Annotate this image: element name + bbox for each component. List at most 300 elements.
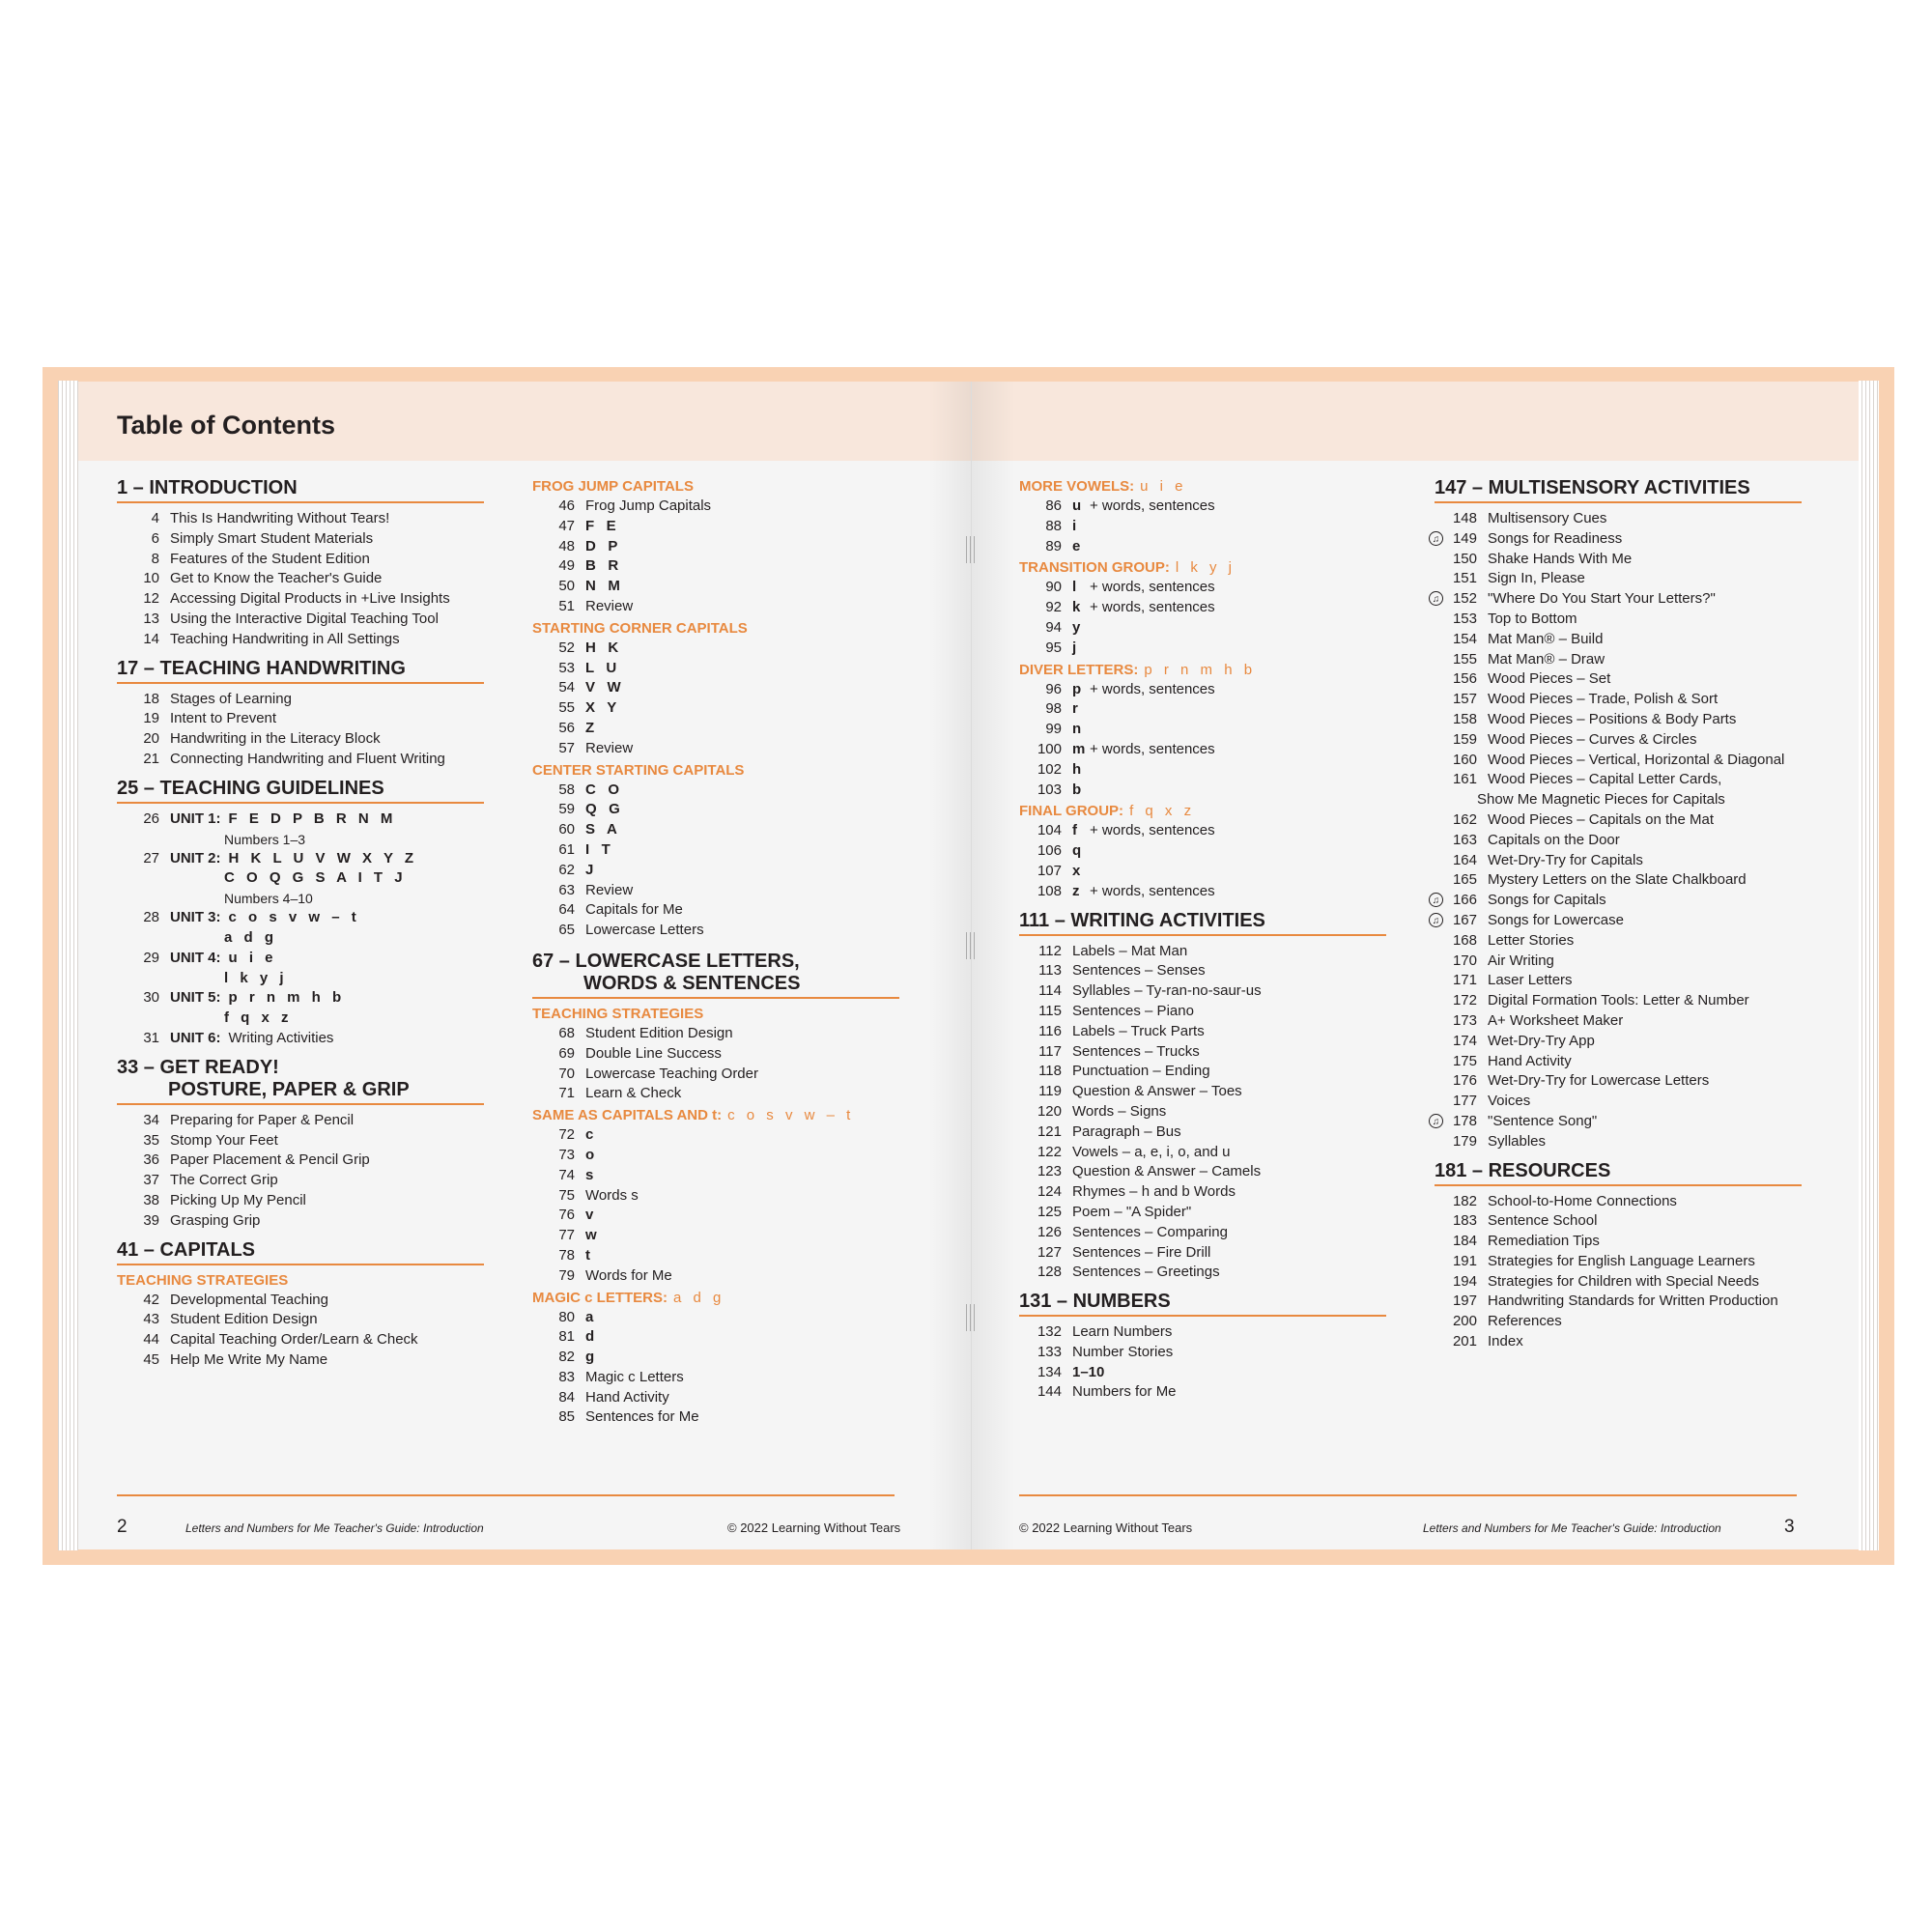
toc-entry[interactable] xyxy=(532,800,899,820)
entry-title: Accessing Digital Products in +Live Insights xyxy=(170,590,450,608)
subsection-heading: TRANSITION GROUP: l k y j xyxy=(1019,559,1236,577)
page-number: 179 xyxy=(1452,1132,1477,1150)
binding-mark xyxy=(966,932,976,959)
toc-entry[interactable] xyxy=(532,698,899,719)
entry-title: Words for Me xyxy=(585,1266,672,1284)
entry-title: Wood Pieces – Capitals on the Mat xyxy=(1488,810,1715,828)
toc-entry[interactable]: 30 UNIT 5: p r n m h b xyxy=(143,989,346,1007)
music-note-icon: ♫ xyxy=(1429,913,1443,927)
toc-entry[interactable] xyxy=(1435,810,1802,831)
toc-entry[interactable] xyxy=(1435,1192,1802,1212)
toc-entry[interactable] xyxy=(1435,751,1802,771)
toc-entry[interactable] xyxy=(1019,1243,1386,1264)
pages xyxy=(78,382,1859,1549)
page-number: 114 xyxy=(1038,982,1062,1000)
toc-entry[interactable] xyxy=(1435,952,1802,972)
entry-letter: u xyxy=(1072,497,1082,514)
entry-title: Songs for Lowercase xyxy=(1488,911,1624,928)
toc-entry[interactable] xyxy=(1435,831,1802,851)
toc-entry[interactable] xyxy=(1435,770,1802,790)
entry-title: Help Me Write My Name xyxy=(170,1350,328,1368)
entry-title: Songs for Capitals xyxy=(1488,892,1606,909)
page-number: 118 xyxy=(1038,1063,1062,1080)
entry-letter: h xyxy=(1072,760,1082,778)
toc-entry[interactable] xyxy=(117,509,484,529)
entry-title: This Is Handwriting Without Tears! xyxy=(170,510,390,526)
toc-entry[interactable] xyxy=(1019,1002,1386,1022)
entry-letter: p xyxy=(1072,680,1082,697)
toc-entry[interactable] xyxy=(532,556,899,577)
toc-entry[interactable] xyxy=(1435,1032,1802,1052)
page-number: 78 xyxy=(558,1246,575,1264)
toc-entry[interactable] xyxy=(1019,699,1386,720)
toc-entry[interactable]: 31 UNIT 6: Writing Activities xyxy=(143,1029,334,1046)
entry-letter: q xyxy=(1072,842,1082,860)
section-heading[interactable]: 181 – RESOURCES xyxy=(1435,1160,1802,1186)
page-number: 48 xyxy=(558,537,575,554)
toc-entry[interactable] xyxy=(117,1151,484,1171)
section-heading[interactable]: 17 – TEACHING HANDWRITING xyxy=(117,658,484,684)
page-number: 191 xyxy=(1452,1252,1477,1269)
toc-entry[interactable] xyxy=(1435,971,1802,991)
entry-title: Laser Letters xyxy=(1488,972,1573,989)
entry-title: Stomp Your Feet xyxy=(170,1131,278,1149)
toc-entry[interactable] xyxy=(1019,862,1386,882)
unit-note: Numbers 1–3 xyxy=(224,831,306,847)
toc-entry[interactable] xyxy=(532,1206,899,1226)
toc-entry[interactable] xyxy=(1019,639,1386,659)
page-number: 58 xyxy=(558,781,575,798)
toc-entry[interactable] xyxy=(117,529,484,550)
toc-entry[interactable] xyxy=(532,1186,899,1207)
toc-entry[interactable] xyxy=(1435,610,1802,630)
toc-entry[interactable] xyxy=(1019,1322,1386,1343)
toc-entry[interactable] xyxy=(1435,870,1802,891)
entry-title: Multisensory Cues xyxy=(1488,510,1607,526)
toc-entry[interactable] xyxy=(117,1330,484,1350)
toc-entry[interactable] xyxy=(532,678,899,698)
toc-entry[interactable] xyxy=(532,1348,899,1368)
page-number: 85 xyxy=(558,1408,575,1426)
toc-entry[interactable] xyxy=(1435,569,1802,589)
page-number: 20 xyxy=(143,730,159,748)
toc-column-4 xyxy=(1432,477,1802,1352)
toc-entry[interactable] xyxy=(1432,911,1802,931)
toc-entry[interactable] xyxy=(1435,1052,1802,1072)
page-number: 45 xyxy=(143,1350,159,1368)
toc-entry[interactable] xyxy=(532,1246,899,1266)
toc-entry[interactable] xyxy=(117,709,484,729)
page-number: 49 xyxy=(558,557,575,575)
toc-entry[interactable] xyxy=(117,750,484,770)
entry-title: Poem – "A Spider" xyxy=(1072,1203,1192,1220)
toc-entry[interactable] xyxy=(1019,1122,1386,1143)
toc-entry[interactable] xyxy=(1435,991,1802,1011)
entry-title: Punctuation – Ending xyxy=(1072,1063,1210,1080)
toc-entry[interactable] xyxy=(1019,841,1386,862)
entry-title: d xyxy=(585,1328,595,1346)
entry-title: Connecting Handwriting and Fluent Writing xyxy=(170,750,445,767)
toc-entry[interactable] xyxy=(117,1211,484,1232)
subsection-heading: CENTER STARTING CAPITALS xyxy=(532,761,745,779)
page-number: 52 xyxy=(558,639,575,656)
toc-entry[interactable] xyxy=(1019,1223,1386,1243)
page-number: 35 xyxy=(143,1131,159,1149)
toc-entry[interactable] xyxy=(1019,1343,1386,1363)
page-number: 88 xyxy=(1045,517,1062,534)
page-number: 39 xyxy=(143,1211,159,1229)
toc-entry[interactable] xyxy=(532,840,899,861)
toc-entry[interactable] xyxy=(117,589,484,610)
section-heading[interactable]: 147 – MULTISENSORY ACTIVITIES xyxy=(1435,477,1802,503)
toc-entry[interactable] xyxy=(532,1266,899,1287)
toc-entry[interactable] xyxy=(532,537,899,557)
toc-entry[interactable] xyxy=(532,1368,899,1388)
toc-entry[interactable] xyxy=(532,900,899,921)
toc-column-1 xyxy=(117,477,484,1371)
page-number: 108 xyxy=(1037,882,1062,899)
toc-entry[interactable] xyxy=(532,719,899,739)
toc-entry[interactable]: 28 UNIT 3: c o s v w – t xyxy=(143,909,360,926)
toc-entry[interactable] xyxy=(1019,1042,1386,1063)
unit-list xyxy=(117,810,484,1049)
toc-entry[interactable] xyxy=(1435,690,1802,710)
page-number: 174 xyxy=(1452,1032,1477,1049)
toc-entry[interactable]: 27 UNIT 2: H K L U V W X Y Z xyxy=(143,849,418,867)
toc-entry[interactable] xyxy=(532,1226,899,1246)
toc-entry[interactable] xyxy=(1019,578,1386,598)
toc-entry[interactable] xyxy=(1435,630,1802,650)
section-heading[interactable]: 131 – NUMBERS xyxy=(1019,1291,1386,1317)
toc-entry[interactable] xyxy=(1019,1203,1386,1223)
toc-entry[interactable] xyxy=(1435,669,1802,690)
toc-entry[interactable] xyxy=(532,921,899,941)
toc-entry[interactable] xyxy=(532,1044,899,1065)
music-note-icon: ♫ xyxy=(1429,531,1443,546)
entry-title: g xyxy=(585,1349,595,1366)
entry-title: Letter Stories xyxy=(1488,931,1575,949)
toc-entry[interactable] xyxy=(117,569,484,589)
toc-entry[interactable] xyxy=(117,729,484,750)
copyright-right: © 2022 Learning Without Tears xyxy=(1019,1520,1193,1535)
toc-entry[interactable] xyxy=(1435,1011,1802,1032)
entry-list xyxy=(1019,497,1386,556)
toc-entry[interactable] xyxy=(532,659,899,679)
toc-entry[interactable] xyxy=(117,1350,484,1371)
page-number: 175 xyxy=(1452,1052,1477,1069)
running-head-right: Letters and Numbers for Me Teacher's Guide: Introduction xyxy=(1423,1521,1721,1535)
page-number: 148 xyxy=(1452,510,1477,526)
toc-entry[interactable] xyxy=(1019,1102,1386,1122)
page-number: 74 xyxy=(558,1166,575,1183)
page-number: 121 xyxy=(1037,1122,1062,1140)
page-number: 104 xyxy=(1037,822,1062,839)
toc-entry[interactable] xyxy=(1019,740,1386,760)
page-number: 80 xyxy=(558,1308,575,1325)
page-number: 99 xyxy=(1045,721,1062,738)
toc-entry[interactable] xyxy=(1019,1022,1386,1042)
page-number: 42 xyxy=(143,1291,159,1308)
page-number: 55 xyxy=(558,699,575,717)
entry-list xyxy=(532,639,899,759)
page-number: 76 xyxy=(558,1207,575,1224)
entry-title: Capitals on the Door xyxy=(1488,831,1620,848)
toc-entry[interactable] xyxy=(1432,1112,1802,1132)
toc-entry[interactable] xyxy=(1019,882,1386,902)
section-heading[interactable]: 25 – TEACHING GUIDELINES xyxy=(117,778,484,804)
entry-title: Sentences – Senses xyxy=(1072,962,1206,980)
page-number: 176 xyxy=(1452,1072,1477,1090)
toc-entry[interactable] xyxy=(532,861,899,881)
toc-entry[interactable] xyxy=(532,739,899,759)
toc-entry[interactable] xyxy=(1432,529,1802,550)
entry-title: Air Writing xyxy=(1488,952,1554,969)
toc-entry[interactable] xyxy=(1435,1071,1802,1092)
entry-title: Voices xyxy=(1488,1093,1531,1110)
entry-title: Handwriting Standards for Written Production xyxy=(1488,1293,1778,1310)
toc-entry[interactable] xyxy=(532,1166,899,1186)
toc-entry[interactable] xyxy=(532,1327,899,1348)
entry-title: Grasping Grip xyxy=(170,1211,261,1229)
page-number: 161 xyxy=(1452,771,1477,788)
page-number: 4 xyxy=(151,510,159,526)
entry-list xyxy=(117,1111,484,1232)
entry-title: a xyxy=(585,1308,594,1325)
toc-entry[interactable] xyxy=(1019,781,1386,801)
entry-title: Developmental Teaching xyxy=(170,1291,328,1308)
entry-title: F E xyxy=(585,517,616,534)
page-number: 79 xyxy=(558,1266,575,1284)
entry-title: 1–10 xyxy=(1072,1363,1105,1380)
page-number: 155 xyxy=(1452,650,1477,668)
entry-title: Songs for Readiness xyxy=(1488,529,1623,547)
entry-title: I T xyxy=(585,840,611,858)
toc-entry[interactable] xyxy=(1019,821,1386,841)
page-number: 50 xyxy=(558,578,575,595)
page-number: 71 xyxy=(558,1085,575,1102)
page-number: 167 ♫ xyxy=(1435,911,1488,931)
section-heading[interactable]: 67 – LOWERCASE LETTERS, WORDS & SENTENCES xyxy=(532,951,899,999)
toc-entry[interactable] xyxy=(1435,851,1802,871)
page-number: 128 xyxy=(1037,1264,1062,1281)
toc-entry[interactable] xyxy=(1019,720,1386,740)
subsection-heading: FINAL GROUP: f q x z xyxy=(1019,803,1196,820)
section-heading[interactable]: 41 – CAPITALS xyxy=(117,1239,484,1265)
entry-title: + words, sentences xyxy=(1090,497,1215,514)
toc-entry[interactable] xyxy=(1019,537,1386,557)
page-number: 122 xyxy=(1037,1143,1062,1160)
toc-entry[interactable] xyxy=(117,1191,484,1211)
entry-letter: n xyxy=(1072,721,1082,738)
toc-entry[interactable] xyxy=(1435,1312,1802,1332)
page-number: 170 xyxy=(1452,952,1477,969)
toc-entry[interactable] xyxy=(532,781,899,801)
entry-title: C O xyxy=(585,781,620,798)
toc-entry[interactable] xyxy=(1019,942,1386,962)
page-number: 151 xyxy=(1452,570,1477,587)
entry-title: Wood Pieces – Vertical, Horizontal & Diagonal xyxy=(1488,751,1785,768)
unit-letters: f q x z xyxy=(224,1009,293,1027)
entry-title: Sentences – Piano xyxy=(1072,1002,1194,1019)
toc-entry[interactable] xyxy=(117,690,484,710)
entry-list xyxy=(1019,680,1386,801)
entry-title: D P xyxy=(585,537,618,554)
entry-list xyxy=(1435,1192,1802,1352)
running-head-left: Letters and Numbers for Me Teacher's Guide: Introduction xyxy=(185,1521,484,1535)
entry-list xyxy=(117,1291,484,1371)
toc-entry[interactable] xyxy=(1435,931,1802,952)
page-number: 96 xyxy=(1045,680,1062,697)
entry-title: "Where Do You Start Your Letters?" xyxy=(1488,590,1716,608)
toc-entry[interactable] xyxy=(1435,1211,1802,1232)
toc-entry[interactable] xyxy=(1019,1082,1386,1102)
entry-title: Teaching Handwriting in All Settings xyxy=(170,630,400,647)
toc-entry[interactable] xyxy=(532,1146,899,1166)
toc-entry[interactable] xyxy=(1019,598,1386,618)
entry-title: Top to Bottom xyxy=(1488,610,1577,627)
entry-title: Capitals for Me xyxy=(585,901,683,919)
toc-entry[interactable] xyxy=(532,1065,899,1085)
toc-entry[interactable] xyxy=(532,1084,899,1104)
toc-entry[interactable] xyxy=(117,1291,484,1311)
entry-title: Mat Man® – Build xyxy=(1488,630,1604,647)
toc-entry[interactable] xyxy=(1019,1143,1386,1163)
entry-title: Sentences – Trucks xyxy=(1072,1042,1200,1060)
toc-entry[interactable] xyxy=(1019,497,1386,517)
toc-entry[interactable] xyxy=(117,1310,484,1330)
toc-entry[interactable] xyxy=(1019,981,1386,1002)
toc-entry[interactable]: 26 UNIT 1: F E D P B R N M xyxy=(143,810,397,827)
entry-title: Paragraph – Bus xyxy=(1072,1122,1181,1140)
toc-entry[interactable] xyxy=(117,1131,484,1151)
toc-entry[interactable] xyxy=(1435,730,1802,751)
entry-title: Handwriting in the Literacy Block xyxy=(170,730,381,748)
toc-entry[interactable] xyxy=(117,1111,484,1131)
subsection-heading: FROG JUMP CAPITALS xyxy=(532,478,694,495)
entry-title: Learn Numbers xyxy=(1072,1323,1173,1341)
toc-entry[interactable] xyxy=(532,597,899,617)
toc-entry[interactable]: 29 UNIT 4: u i e xyxy=(143,949,277,966)
toc-entry[interactable] xyxy=(532,881,899,901)
page-number: 117 xyxy=(1038,1042,1062,1060)
page-number: 84 xyxy=(558,1388,575,1406)
section-heading[interactable]: 1 – INTRODUCTION xyxy=(117,477,484,503)
toc-entry[interactable] xyxy=(532,1308,899,1328)
entry-title: Numbers for Me xyxy=(1072,1383,1177,1401)
section-heading[interactable]: 111 – WRITING ACTIVITIES xyxy=(1019,910,1386,936)
toc-entry[interactable] xyxy=(117,630,484,650)
toc-entry[interactable] xyxy=(532,1024,899,1044)
entry-list xyxy=(117,690,484,770)
toc-entry[interactable] xyxy=(1432,589,1802,610)
entry-title: Wood Pieces – Set xyxy=(1488,670,1611,688)
toc-entry[interactable] xyxy=(1019,1062,1386,1082)
unit-note: Numbers 4–10 xyxy=(224,891,313,907)
toc-entry[interactable] xyxy=(1435,1232,1802,1252)
page-number: 51 xyxy=(558,597,575,614)
entry-title: + words, sentences xyxy=(1090,882,1215,899)
page-number: 90 xyxy=(1045,579,1062,596)
toc-entry[interactable] xyxy=(1435,1332,1802,1352)
toc-entry[interactable] xyxy=(1432,891,1802,911)
subsection-heading: MORE VOWELS: u i e xyxy=(1019,478,1187,495)
page-number: 65 xyxy=(558,922,575,939)
page-number: 81 xyxy=(558,1328,575,1346)
toc-entry[interactable] xyxy=(1019,1182,1386,1203)
entry-continuation: Show Me Magnetic Pieces for Capitals xyxy=(1477,791,1725,809)
toc-entry[interactable] xyxy=(1435,1092,1802,1112)
binding-mark xyxy=(966,536,976,563)
toc-entry[interactable] xyxy=(1435,1292,1802,1312)
toc-entry[interactable] xyxy=(1435,1132,1802,1152)
page-number: 163 xyxy=(1452,831,1477,848)
page-number: 183 xyxy=(1452,1212,1477,1230)
toc-entry[interactable] xyxy=(1435,509,1802,529)
page-number: 100 xyxy=(1037,740,1062,757)
page-number: 194 xyxy=(1452,1272,1477,1290)
toc-entry[interactable] xyxy=(1019,1382,1386,1403)
entry-list xyxy=(1432,509,1802,790)
toc-entry[interactable] xyxy=(532,1407,899,1428)
toc-entry[interactable] xyxy=(1019,517,1386,537)
toc-entry[interactable] xyxy=(1019,680,1386,700)
page-number: 165 xyxy=(1452,871,1477,889)
toc-entry[interactable] xyxy=(1019,1363,1386,1383)
toc-entry[interactable] xyxy=(1019,618,1386,639)
page-number: 102 xyxy=(1037,760,1062,778)
page-number: 159 xyxy=(1452,730,1477,748)
toc-entry[interactable] xyxy=(532,1388,899,1408)
toc-entry[interactable] xyxy=(1435,550,1802,570)
entry-title: Rhymes – h and b Words xyxy=(1072,1183,1236,1201)
page-number: 56 xyxy=(558,719,575,736)
toc-entry[interactable] xyxy=(1019,1263,1386,1283)
entry-title: + words, sentences xyxy=(1090,579,1215,596)
entry-title: Sentences – Greetings xyxy=(1072,1264,1220,1281)
toc-entry[interactable] xyxy=(532,820,899,840)
toc-entry[interactable] xyxy=(1435,650,1802,670)
toc-entry[interactable] xyxy=(117,1171,484,1191)
toc-entry[interactable] xyxy=(1019,760,1386,781)
entry-title: Double Line Success xyxy=(585,1044,722,1062)
page-number: 125 xyxy=(1037,1203,1062,1220)
toc-entry[interactable] xyxy=(532,497,899,517)
toc-entry[interactable] xyxy=(532,1125,899,1146)
toc-entry[interactable] xyxy=(1435,1252,1802,1272)
toc-entry[interactable] xyxy=(532,517,899,537)
toc-entry[interactable] xyxy=(1435,710,1802,730)
page-number: 158 xyxy=(1452,710,1477,727)
entry-letter: l xyxy=(1072,579,1077,596)
entry-title: Wood Pieces – Curves & Circles xyxy=(1488,730,1697,748)
toc-column-2 xyxy=(532,477,899,1428)
toc-entry[interactable] xyxy=(532,639,899,659)
entry-title: Review xyxy=(585,881,634,898)
toc-entry[interactable] xyxy=(1019,1162,1386,1182)
toc-entry[interactable] xyxy=(532,577,899,597)
toc-entry[interactable] xyxy=(1019,961,1386,981)
toc-entry[interactable] xyxy=(117,550,484,570)
entry-title: Picking Up My Pencil xyxy=(170,1191,306,1208)
section-heading[interactable]: 33 – GET READY! POSTURE, PAPER & GRIP xyxy=(117,1057,484,1105)
toc-entry[interactable] xyxy=(1435,1272,1802,1293)
binding-mark xyxy=(966,1304,976,1331)
subsection-heading: DIVER LETTERS: p r n m h b xyxy=(1019,661,1257,678)
entry-title: Review xyxy=(585,597,634,614)
page-number: 154 xyxy=(1452,630,1477,647)
toc-entry[interactable] xyxy=(117,610,484,630)
entry-title: + words, sentences xyxy=(1090,740,1215,757)
